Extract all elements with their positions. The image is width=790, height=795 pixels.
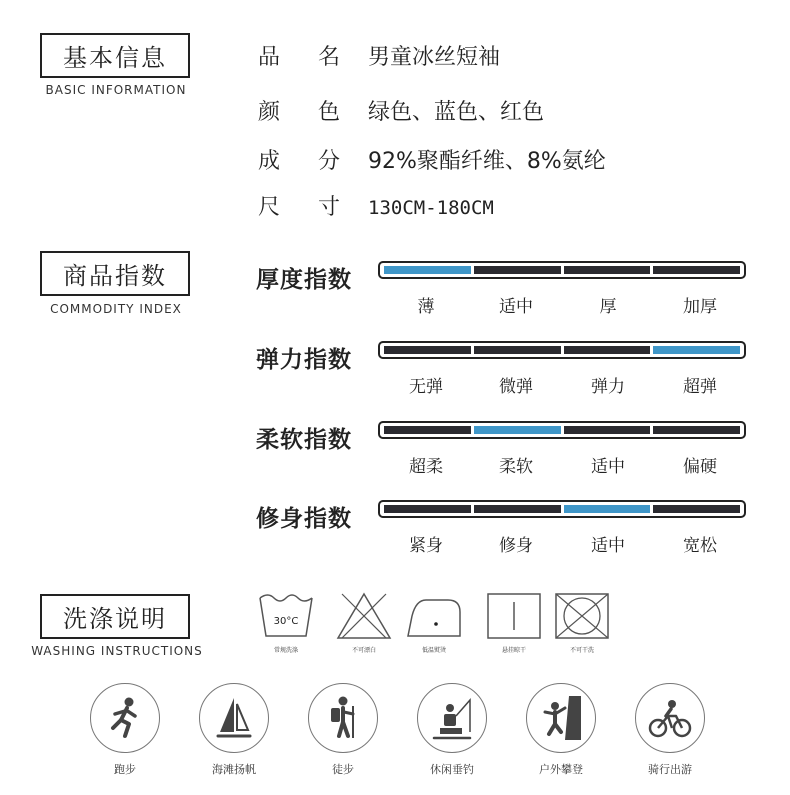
section-title-washing	[40, 594, 190, 639]
index-segment	[474, 346, 561, 354]
wash-tub-30-icon	[256, 590, 316, 642]
index-segment	[653, 505, 740, 513]
wash-symbol-hang-dry	[484, 590, 544, 658]
index-bar	[378, 261, 746, 279]
activity-climbing	[523, 683, 599, 777]
no-bleach-icon	[334, 590, 394, 642]
section-title-index-text: 商品指数	[63, 262, 167, 290]
index-level-label: 超柔	[409, 457, 443, 477]
index-level-label: 适中	[591, 536, 625, 556]
wash-symbol-no-bleach	[334, 590, 394, 658]
index-segment	[653, 426, 740, 434]
activity-sailing	[196, 683, 272, 777]
activity-cycling	[632, 683, 708, 777]
index-level-label: 无弹	[409, 377, 443, 397]
section-title-basic	[40, 33, 190, 78]
index-level-label: 柔软	[499, 457, 533, 477]
index-level-label: 紧身	[409, 536, 443, 556]
activity-caption: 休闲垂钓	[430, 763, 474, 776]
index-segment-selected	[474, 426, 561, 434]
info-value-color: 绿色、蓝色、红色	[368, 100, 545, 125]
index-bar	[378, 421, 746, 439]
activity-caption: 户外攀登	[539, 763, 583, 776]
section-subtitle-index: COMMODITY INDEX	[50, 302, 182, 316]
index-level-label: 适中	[591, 457, 625, 477]
no-tumble-dry-icon	[552, 590, 612, 642]
activity-circle	[199, 683, 269, 753]
info-value-material: 92%聚酯纤维、8%氨纶	[368, 149, 606, 174]
wash-symbol-no-tumble	[552, 590, 612, 658]
index-segment	[474, 266, 561, 274]
index-segment-selected	[564, 505, 651, 513]
activity-caption: 骑行出游	[648, 763, 692, 776]
index-segment	[564, 426, 651, 434]
activity-circle	[90, 683, 160, 753]
activity-caption: 海滩扬帆	[212, 763, 256, 776]
activity-running	[87, 683, 163, 777]
activity-hiking	[305, 683, 381, 777]
wash-caption: 不可干洗	[569, 647, 594, 654]
index-level-label: 弹力	[591, 377, 625, 397]
index-segment	[474, 505, 561, 513]
info-key-char: 尺	[258, 195, 281, 220]
fishing-icon	[426, 692, 478, 744]
info-row-size	[258, 190, 494, 221]
section-title-index	[40, 251, 190, 296]
activity-circle	[526, 683, 596, 753]
index-bar	[378, 341, 746, 359]
info-row-name	[258, 40, 500, 71]
hiking-icon	[317, 692, 369, 744]
wash-symbol-iron	[404, 590, 464, 658]
index-level-label: 修身	[499, 536, 533, 556]
info-key-char: 成	[258, 149, 281, 174]
section-subtitle-washing: WASHING INSTRUCTIONS	[31, 644, 203, 658]
index-segment	[564, 266, 651, 274]
section-title-basic-text: 基本信息	[63, 44, 167, 72]
index-label: 柔软指数	[256, 427, 352, 453]
activity-circle	[635, 683, 705, 753]
activity-caption: 徒步	[332, 763, 354, 776]
info-key-char: 颜	[258, 100, 281, 125]
section-subtitle-basic: BASIC INFORMATION	[45, 83, 187, 97]
index-level-label: 适中	[499, 297, 533, 317]
activity-circle	[417, 683, 487, 753]
index-bar	[378, 500, 746, 518]
info-key-char: 色	[318, 100, 341, 125]
index-level-label: 厚	[599, 297, 617, 317]
index-segment	[384, 505, 471, 513]
index-level-label: 超弹	[683, 377, 717, 397]
wash-symbol-wash-30	[256, 590, 316, 658]
info-key-char: 分	[318, 149, 341, 174]
info-row-color	[258, 95, 544, 126]
activity-circle	[308, 683, 378, 753]
info-key-char: 名	[318, 45, 341, 70]
info-row-material	[258, 144, 606, 175]
index-label: 厚度指数	[256, 267, 352, 293]
info-key-char: 寸	[318, 195, 341, 220]
running-icon	[99, 692, 151, 744]
index-segment	[564, 346, 651, 354]
iron-low-icon	[404, 590, 464, 642]
wash-caption: 悬挂晾干	[501, 647, 526, 654]
index-segment	[653, 266, 740, 274]
hang-dry-icon	[484, 590, 544, 642]
activity-caption: 跑步	[114, 763, 136, 776]
wash-temp: 30°C	[273, 616, 299, 627]
info-value-size: 130CM-180CM	[368, 197, 494, 219]
index-level-label: 微弹	[499, 377, 533, 397]
index-segment	[384, 426, 471, 434]
index-level-label: 加厚	[683, 297, 717, 317]
sailing-icon	[208, 692, 260, 744]
section-title-washing-text: 洗涤说明	[63, 605, 167, 633]
activity-fishing	[414, 683, 490, 777]
index-level-label: 偏硬	[683, 457, 717, 477]
index-label: 修身指数	[256, 506, 352, 532]
index-segment	[384, 346, 471, 354]
index-level-label: 薄	[417, 297, 435, 317]
wash-caption: 常规洗涤	[273, 647, 298, 654]
index-segment-selected	[653, 346, 740, 354]
wash-caption: 低温熨烫	[421, 647, 446, 654]
info-key-char: 品	[258, 45, 281, 70]
info-value-name: 男童冰丝短袖	[368, 45, 501, 70]
index-segment-selected	[384, 266, 471, 274]
wash-caption: 不可漂白	[351, 647, 376, 654]
index-level-label: 宽松	[683, 536, 717, 556]
climbing-icon	[535, 692, 587, 744]
index-label: 弹力指数	[256, 347, 352, 373]
cycling-icon	[644, 692, 696, 744]
